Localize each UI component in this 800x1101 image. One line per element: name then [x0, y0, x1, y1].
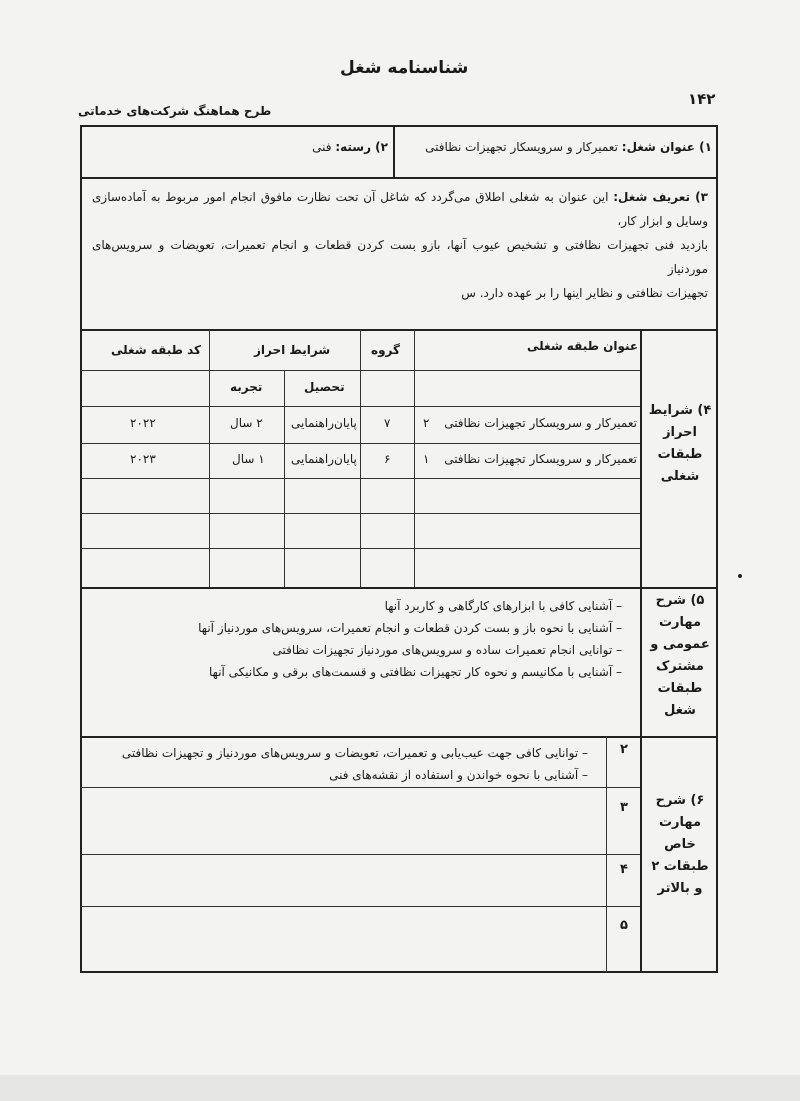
row-group: ۶ [384, 452, 391, 466]
list-item: – توانایی کافی جهت عیب‌یابی و تعمیرات، تعویضات و سرویس‌های موردنیاز و تجهیزات نظافتی [122, 742, 588, 764]
special-skills-list [122, 742, 588, 786]
section4-side-label: ۴) شرایط احراز طبقات شغلی [648, 403, 712, 484]
list-item: – آشنایی با نحوه باز و بست کردن قطعات و انجام تعمیرات، سرویس‌های موردنیاز آنها [198, 617, 622, 639]
row-code: ۲۰۲۲ [130, 416, 156, 430]
row-title: تعمیرکار و سرویسکار تجهیزات نظافتی [444, 416, 637, 430]
level-number: ۳ [620, 800, 628, 815]
general-skills-list [198, 595, 622, 683]
row-group: ۷ [384, 416, 391, 430]
row-education: پایان‌راهنمایی [291, 416, 357, 430]
job-definition-line-1: این عنوان به شغلی اطلاق می‌گردد که شاغل آن تحت نظارت مافوق انجام امور مربوط به آماده‌سازی وسایل و ابزار کار، [92, 190, 708, 228]
col-header-requirements: شرایط احراز [254, 343, 331, 357]
page-number: ۱۴۲ [688, 90, 716, 108]
category-value: فنی [312, 140, 332, 154]
level-number: ۲ [620, 742, 628, 757]
level-number: ۵ [620, 918, 628, 933]
job-title-field [425, 140, 712, 154]
job-definition [92, 185, 708, 305]
job-definition-line-2: بازدید فنی تجهیزات نظافتی و تشخیص عیوب آنها، بازو بست کردن قطعات و انجام تعمیرات، تعویضات و سرویس‌های موردنیاز [92, 238, 708, 276]
row-level: ۱ [423, 452, 430, 466]
section5-side-label: ۵) شرح مهارت عمومی و مشترک طبقات شغل [650, 593, 710, 718]
job-title-value: تعمیرکار و سرویسکار تجهیزات نظافتی [425, 140, 618, 154]
job-definition-line-3: تجهیزات نظافتی و نظایر اینها را بر عهده دارد. س [461, 286, 708, 300]
list-item: – توانایی انجام تعمیرات ساده و سرویس‌های موردنیاز تجهیزات نظافتی [198, 639, 622, 661]
col-header-experience: تجربه [230, 380, 263, 394]
plan-name: طرح هماهنگ شرکت‌های خدماتی [78, 104, 272, 118]
col-header-code: کد طبقه شغلی [111, 343, 201, 357]
list-item: – آشنایی کافی با ابزارهای کارگاهی و کاربرد آنها [198, 595, 622, 617]
scan-dot [738, 574, 742, 578]
row-experience: ۱ سال [232, 452, 265, 466]
col-header-title: عنوان طبقه شغلی [527, 339, 639, 353]
row-experience: ۲ سال [230, 416, 263, 430]
row-title: تعمیرکار و سرویسکار تجهیزات نظافتی [444, 452, 637, 466]
row-code: ۲۰۲۳ [130, 452, 156, 466]
row-education: پایان‌راهنمایی [291, 452, 357, 466]
list-item: – آشنایی با نحوه خواندن و استفاده از نقشه‌های فنی [122, 764, 588, 786]
section6-side-label: ۶) شرح مهارت خاص طبقات ۲ و بالاتر [651, 793, 709, 896]
scan-edge [0, 1075, 800, 1101]
col-header-education: تحصیل [304, 380, 345, 394]
category-label: ۲) رسته: [335, 140, 388, 154]
job-definition-label: ۳) تعریف شغل: [613, 190, 708, 204]
job-title-label: ۱) عنوان شغل: [621, 140, 712, 154]
level-number: ۴ [620, 862, 628, 877]
category-field [312, 140, 388, 154]
list-item: – آشنایی با مکانیسم و نحوه کار تجهیزات نظافتی و قسمت‌های برقی و مکانیکی آنها [198, 661, 622, 683]
row-level: ۲ [423, 416, 430, 430]
col-header-group: گروه [371, 343, 400, 357]
page-title: شناسنامه شغل [340, 58, 469, 78]
